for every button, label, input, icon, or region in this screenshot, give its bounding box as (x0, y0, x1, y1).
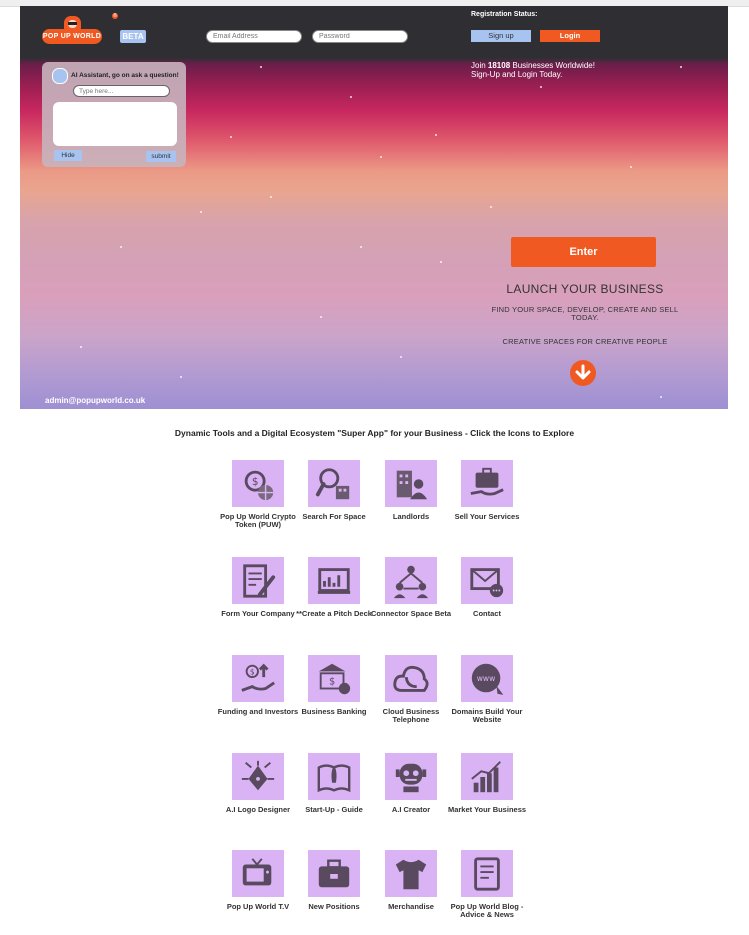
tool-label: Form Your Company (221, 609, 295, 618)
tool-market-business[interactable] (442, 753, 532, 814)
tool-label: A.I Logo Designer (225, 805, 291, 814)
ai-avatar-icon (52, 68, 68, 84)
tool-label: Merchandise (388, 902, 434, 911)
ai-response-area[interactable] (53, 102, 177, 146)
ai-hide-button[interactable]: Hide (54, 150, 82, 161)
document-pen-icon (232, 557, 284, 604)
tools-heading: Dynamic Tools and a Digital Ecosystem "Super App" for your Business - Click the Icons to Explore (174, 428, 575, 438)
svg-text:$: $ (251, 475, 259, 488)
mail-chat-icon (461, 557, 513, 604)
crypto-token-icon (232, 460, 284, 507)
tshirt-icon (385, 850, 437, 897)
signup-button[interactable]: Sign up (471, 30, 531, 42)
ai-submit-button[interactable]: submit (146, 151, 176, 162)
briefcase-hand-icon (461, 460, 513, 507)
admin-email[interactable]: admin@popupworld.co.uk (45, 396, 146, 405)
tool-label: A.I Creator (391, 805, 431, 814)
funding-hand-icon (232, 655, 284, 702)
tool-label: Pop Up World T.V (226, 902, 290, 911)
tool-label: Sell Your Services (454, 512, 520, 521)
tool-label: Market Your Business (447, 805, 527, 814)
www-globe-icon (461, 655, 513, 702)
bank-icon (308, 655, 360, 702)
ai-question-input[interactable] (73, 85, 170, 97)
svg-text:$: $ (249, 666, 255, 676)
login-button[interactable]: Login (540, 30, 600, 42)
pen-nib-network-icon (232, 753, 284, 800)
tool-label: Domains Build Your Website (451, 707, 523, 724)
svg-text:www: www (476, 673, 496, 683)
tool-sell-services[interactable] (442, 460, 532, 521)
job-briefcase-icon (308, 850, 360, 897)
tool-domains-website[interactable] (442, 655, 532, 724)
tool-label: Start-Up - Guide (305, 805, 363, 814)
tool-label: Landlords (392, 512, 430, 521)
hero-banner (20, 6, 728, 409)
tool-contact[interactable] (442, 557, 532, 618)
top-header (20, 6, 728, 58)
book-rocket-icon (308, 753, 360, 800)
registration-status-label: Registration Status: (471, 11, 538, 18)
tool-label: Pop Up World Blog - Advice & News (450, 902, 524, 919)
tool-label: New Positions (308, 902, 360, 911)
tool-blog[interactable] (442, 850, 532, 919)
join-tagline (471, 61, 595, 79)
blog-document-icon (461, 850, 513, 897)
find-space-text: FIND YOUR SPACE, DEVELOP, CREATE AND SELL TODAY. (491, 305, 679, 322)
ai-assistant-title: AI Assistant, go on ask a question! (71, 72, 179, 79)
join-prefix: Join (471, 61, 488, 70)
search-space-icon (308, 460, 360, 507)
join-suffix: Businesses Worldwide! (510, 61, 595, 70)
cloud-phone-icon (385, 655, 437, 702)
svg-text:$: $ (329, 676, 336, 688)
beta-badge: BETA (120, 30, 146, 43)
join-line2: Sign-Up and Login Today. (471, 70, 563, 79)
launch-title: LAUNCH YOUR BUSINESS (506, 282, 664, 296)
robot-icon (385, 753, 437, 800)
pitch-deck-icon (308, 557, 360, 604)
enter-button[interactable]: Enter (511, 237, 656, 267)
tool-label: Business Banking (301, 707, 367, 716)
tool-label: Connector Space Beta (370, 609, 452, 618)
business-count: 18108 (487, 61, 511, 70)
tool-label: **Create a Pitch Deck (296, 609, 372, 618)
growth-chart-icon (461, 753, 513, 800)
tool-label: Pop Up World Crypto Token (PUW) (220, 512, 296, 529)
popupworld-logo[interactable]: ® POP UP WORLD (42, 16, 104, 46)
network-people-icon (385, 557, 437, 604)
tool-label: Funding and Investors (217, 707, 299, 716)
tool-label: Search For Space (302, 512, 366, 521)
email-field[interactable] (206, 30, 302, 43)
password-field[interactable] (312, 30, 408, 43)
tv-icon (232, 850, 284, 897)
scroll-down-arrow-icon[interactable] (570, 360, 596, 386)
ai-assistant-panel (42, 62, 186, 167)
creative-text: CREATIVE SPACES FOR CREATIVE PEOPLE (502, 337, 668, 346)
landlords-icon (385, 460, 437, 507)
logo-text: POP UP WORLD (42, 29, 102, 44)
tool-label: Contact (473, 609, 501, 618)
tool-label: Cloud Business Telephone (382, 707, 440, 724)
